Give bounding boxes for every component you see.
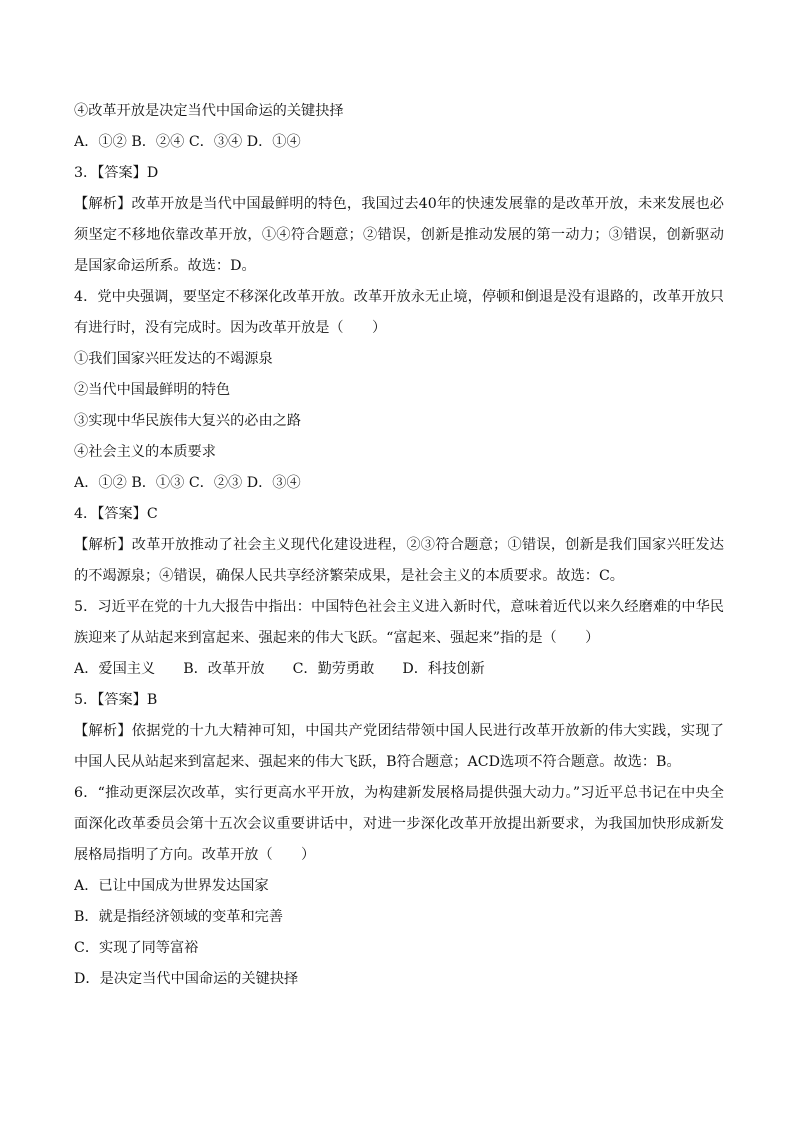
statement-1-q4: ①我们国家兴旺发达的不竭源泉 xyxy=(74,351,273,367)
option-statement-4: ④改革开放是决定当代中国命运的关键抉择 xyxy=(74,103,344,119)
question-4: 4．党中央强调，要坚定不移深化改革开放。改革开放永无止境，停顿和倒退是没有退路的，改革开放只有进行时，没有完成时。因为改革开放是（ ） xyxy=(74,289,724,336)
analysis-q4: 【解析】改革开放推动了社会主义现代化建设进程，②③符合题意；①错误，创新是我们国家兴旺发达的不竭源泉；④错误，确保人民共享经济繁荣成果，是社会主义的本质要求。故选：C。 xyxy=(74,537,724,584)
option-c-q5: C．勤劳勇敢 xyxy=(292,661,375,677)
choice-options-q4: A．①② B．①③ C．②③ D．③④ xyxy=(74,475,301,491)
question-5: 5．习近平在党的十九大报告中指出：中国特色社会主义进入新时代，意味着近代以来久经磨难的中华民族迎来了从站起来到富起来、强起来的伟大飞跃。“富起来、强起来”指的是（ ） xyxy=(74,599,724,646)
answer-q3: 3．【答案】D xyxy=(74,165,159,181)
statement-3-q4: ③实现中华民族伟大复兴的必由之路 xyxy=(74,413,302,429)
document-page xyxy=(74,96,724,995)
choice-options-q5 xyxy=(74,654,724,685)
choice-options-q2: A．①② B．②④ C．③④ D．①④ xyxy=(74,134,301,150)
answer-q4: 4．【答案】C xyxy=(74,506,158,522)
option-d-q6: D．是决定当代中国命运的关键抉择 xyxy=(74,971,299,987)
option-c-q6: C．实现了同等富裕 xyxy=(74,940,199,956)
option-d-q5: D．科技创新 xyxy=(402,661,485,677)
analysis-q5: 【解析】依据党的十九大精神可知，中国共产党团结带领中国人民进行改革开放新的伟大实践，实现了中国人民从站起来到富起来、强起来的伟大飞跃，B符合题意；ACD选项不符合题意。故选：B。 xyxy=(74,723,724,770)
question-6: 6．“推动更深层次改革，实行更高水平开放，为构建新发展格局提供强大动力。”习近平总书记在中央全面深化改革委员会第十五次会议重要讲话中，对进一步深化改革开放提出新要求，为我国加快形成新发展格局指明了方向。改革开放（ ） xyxy=(74,785,724,863)
option-b-q5: B．改革开放 xyxy=(183,661,265,677)
analysis-q3: 【解析】改革开放是当代中国最鲜明的特色，我国过去40年的快速发展靠的是改革开放，未来发展也必须坚定不移地依靠改革开放，①④符合题意；②错误，创新是推动发展的第一动力；③错误，创新驱动是国家命运所系。故选：D。 xyxy=(74,196,724,274)
option-b-q6: B．就是指经济领域的变革和完善 xyxy=(74,909,284,925)
statement-4-q4: ④社会主义的本质要求 xyxy=(74,444,216,460)
answer-q5: 5．【答案】B xyxy=(74,692,158,708)
statement-2-q4: ②当代中国最鲜明的特色 xyxy=(74,382,231,398)
option-a-q6: A．已让中国成为世界发达国家 xyxy=(74,878,269,894)
option-a-q5: A．爱国主义 xyxy=(74,661,156,677)
